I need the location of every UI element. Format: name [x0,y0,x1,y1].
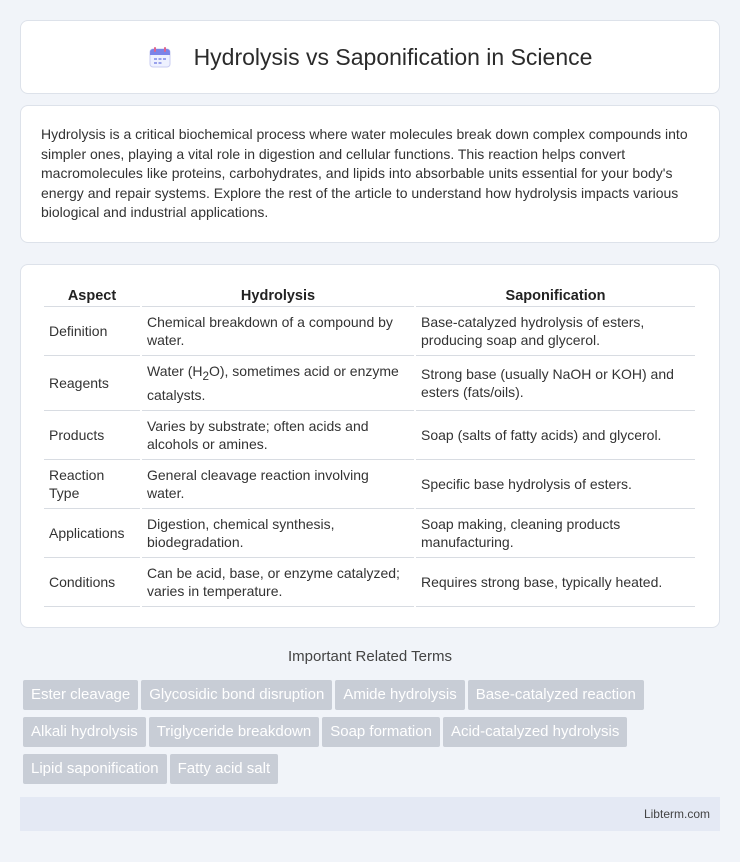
cell-hydrolysis: Chemical breakdown of a compound by water. [142,307,414,356]
header-saponification: Saponification [416,285,695,307]
cell-aspect: Definition [44,307,140,356]
cell-aspect: Products [44,411,140,460]
related-term-tag[interactable]: Amide hydrolysis [335,680,464,710]
related-terms-list [23,680,723,791]
related-term-tag[interactable]: Triglyceride breakdown [149,717,320,747]
related-term-tag[interactable]: Glycosidic bond disruption [141,680,332,710]
reagents-subscript: 2 [202,369,209,383]
cell-saponification: Strong base (usually NaOH or KOH) and esters (fats/oils). [416,356,695,411]
related-term-tag[interactable]: Base-catalyzed reaction [468,680,644,710]
cell-hydrolysis: Digestion, chemical synthesis, biodegradation. [142,509,414,558]
table-row [44,460,695,509]
reagents-text-post: O), sometimes acid or enzyme catalysts. [147,363,399,403]
related-term-tag[interactable]: Acid-catalyzed hydrolysis [443,717,627,747]
header-hydrolysis: Hydrolysis [142,285,414,307]
reagents-text-pre: Water (H [147,363,203,379]
related-term-tag[interactable]: Lipid saponification [23,754,167,784]
cell-hydrolysis [142,356,414,411]
table-row [44,558,695,607]
related-term-tag[interactable]: Alkali hydrolysis [23,717,146,747]
footer [20,797,720,831]
table-header-row [44,285,695,307]
cell-saponification: Requires strong base, typically heated. [416,558,695,607]
cell-aspect: Reaction Type [44,460,140,509]
cell-aspect: Applications [44,509,140,558]
footer-site-link[interactable]: Libterm.com [643,807,710,821]
intro-text: Hydrolysis is a critical biochemical process where water molecules break down complex compounds into simpler ones, playing a vital role in digestion and cellular functions. This reaction helps convert macromolecules like proteins, carbohydrates, and lipids into absorbable units essential for your body's energy and repair systems. Explore the rest of the article to understand how hydrolysis impacts various biological and industrial applications. [41,126,688,220]
comparison-table [42,285,697,607]
related-term-tag[interactable]: Soap formation [322,717,440,747]
header-card [20,20,720,94]
comparison-table-card [20,264,720,628]
intro-card [20,105,720,243]
table-row [44,411,695,460]
cell-aspect: Reagents [44,356,140,411]
cell-hydrolysis: Varies by substrate; often acids and alcohols or amines. [142,411,414,460]
cell-saponification: Base-catalyzed hydrolysis of esters, producing soap and glycerol. [416,307,695,356]
cell-hydrolysis: General cleavage reaction involving water. [142,460,414,509]
cell-saponification: Soap (salts of fatty acids) and glycerol. [416,411,695,460]
cell-aspect: Conditions [44,558,140,607]
cell-saponification: Soap making, cleaning products manufacturing. [416,509,695,558]
table-row [44,307,695,356]
page-title: Hydrolysis vs Saponification in Science [193,43,593,70]
related-terms-title: Important Related Terms [288,648,452,665]
table-row [44,509,695,558]
cell-hydrolysis: Can be acid, base, or enzyme catalyzed; varies in temperature. [142,558,414,607]
header-aspect: Aspect [44,285,140,307]
table-row [44,356,695,411]
related-term-tag[interactable]: Ester cleavage [23,680,138,710]
calendar-icon [148,45,172,69]
related-term-tag[interactable]: Fatty acid salt [170,754,279,784]
cell-saponification: Specific base hydrolysis of esters. [416,460,695,509]
